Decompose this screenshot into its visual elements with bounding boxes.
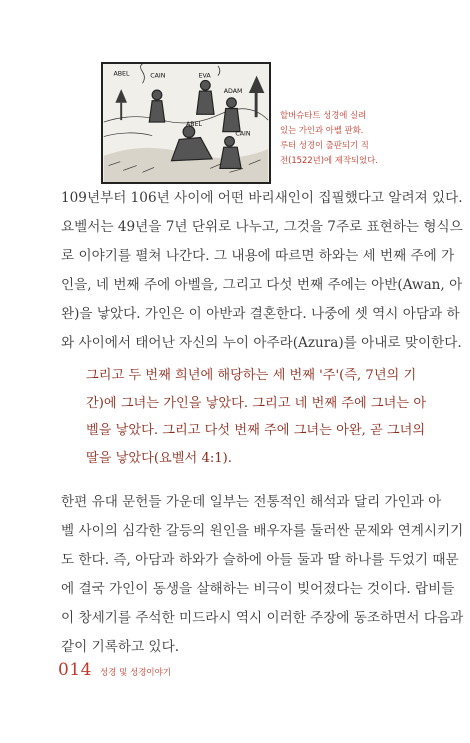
caption-line: 있는 가인과 아벨 판화. bbox=[280, 125, 364, 135]
scripture-quote bbox=[86, 362, 427, 472]
caption-line: 전(1522년)에 제작되었다. bbox=[280, 155, 378, 165]
figure-caption bbox=[280, 108, 376, 168]
text-line: 도 한다. 즉, 아담과 하와가 슬하에 아들 둘과 딸 하나를 두었기 때문 bbox=[61, 552, 459, 568]
caption-line: 루터 성경이 출판되기 직 bbox=[280, 140, 369, 150]
text-line: 109년부터 106년 사이에 어떤 바리새인이 집필했다고 알려져 있다. bbox=[61, 190, 463, 206]
quote-line: 벨을 낳았다. 그리고 다섯 번째 주에 그녀는 아완, 곧 그녀의 bbox=[86, 423, 426, 438]
running-title: 성경 및 성경이야기 bbox=[99, 668, 172, 678]
woodcut-label: CAIN bbox=[150, 72, 166, 80]
page-number: 014 bbox=[58, 660, 92, 680]
text-line: 벨 사이의 심각한 갈등의 원인을 배우자를 둘러싼 문제와 연계시키기 bbox=[61, 523, 464, 539]
quote-line: 간)에 그녀는 가인을 낳았다. 그리고 네 번째 주에 그녀는 아 bbox=[86, 395, 427, 411]
woodcut-label: ADAM bbox=[223, 88, 243, 96]
page-footer bbox=[58, 660, 171, 680]
text-line: 에 결국 가인이 동생을 살해하는 비극이 빚어졌다는 것이다. 랍비들 bbox=[61, 581, 455, 597]
woodcut-label: ABEL bbox=[186, 120, 203, 128]
text-line: 인을, 네 번째 주에 아벨을, 그리고 다섯 번째 주에는 아반(Awan, 아 bbox=[61, 277, 463, 293]
woodcut-label: CAIN bbox=[235, 130, 251, 138]
cain-abel-woodcut-image bbox=[101, 62, 271, 184]
text-line: 와 사이에서 태어난 자신의 누이 아주라(Azura)를 아내로 맞이한다. bbox=[61, 335, 462, 351]
text-line: 같이 기록하고 있다. bbox=[61, 639, 180, 655]
body-paragraph-1 bbox=[61, 184, 463, 358]
text-line: 요벨서는 49년을 7년 단위로 나누고, 그것을 7주로 표현하는 형식으 bbox=[61, 219, 463, 235]
text-line: 한편 유대 문헌들 가운데 일부는 전통적인 해석과 달리 가인과 아 bbox=[61, 494, 442, 510]
woodcut-label: ABEL bbox=[113, 70, 130, 78]
quote-line: 그리고 두 번째 희년에 해당하는 세 번째 '주'(즉, 7년의 기 bbox=[86, 368, 417, 383]
quote-line: 딸을 낳았다(요벨서 4:1). bbox=[86, 450, 233, 466]
text-line: 로 이야기를 펼쳐 나간다. 그 내용에 따르면 하와는 세 번째 주에 가 bbox=[61, 248, 455, 264]
caption-line: 할버슈타트 성경에 실려 bbox=[280, 110, 367, 120]
text-line: 이 창세기를 주석한 미드라시 역시 이러한 주장에 동조하면서 다음과 bbox=[61, 610, 464, 626]
woodcut-label: EVA bbox=[198, 72, 211, 80]
text-line: 완)을 낳았다. 가인은 이 아반과 결혼한다. 나중에 셋 역시 아담과 하 bbox=[61, 306, 460, 322]
body-paragraph-2 bbox=[61, 488, 464, 662]
